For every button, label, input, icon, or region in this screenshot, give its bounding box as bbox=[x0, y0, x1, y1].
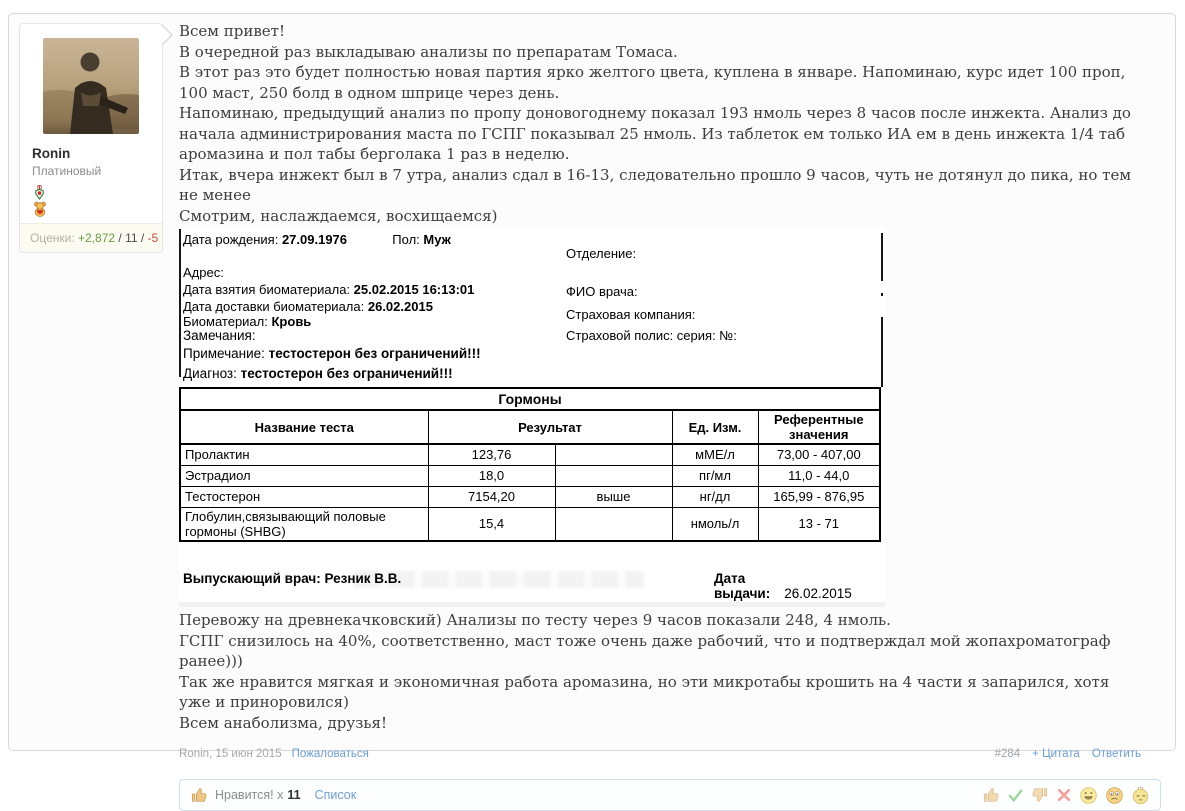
message-body bbox=[179, 21, 1169, 811]
test-unit: мМЕ/л bbox=[672, 444, 758, 465]
cross-icon[interactable] bbox=[1056, 787, 1072, 803]
issue-date: Дата выдачи: 26.02.2015 bbox=[714, 571, 852, 601]
post-paragraph: Напоминаю, предыдущий анализ по пропу доновогоднему показал 193 нмоль через 8 часов после инжекта. Анализ до начала администрирования маста по ГСПГ показывал 25 нмоль. Из таблеток ем только ИА ем в день инжекта 1/4 таб аромазина и пол табы берголака 1 раз в неделю. bbox=[179, 104, 1131, 163]
reply-link[interactable]: Ответить bbox=[1091, 748, 1141, 760]
likes-count: 11 bbox=[287, 788, 301, 802]
test-name: Пролактин bbox=[180, 444, 428, 465]
report-policy-line: Страховой полис: серия: №: bbox=[566, 328, 737, 343]
issuing-doctor: Выпускающий врач: Резник В.В. bbox=[183, 571, 402, 586]
likes-label: Нравится! x bbox=[215, 788, 284, 802]
post-footer bbox=[179, 748, 1169, 760]
forum-post bbox=[8, 13, 1176, 802]
user-card bbox=[19, 23, 163, 253]
test-result: 18,0 bbox=[428, 465, 555, 486]
author-date: Ronin, 15 июн 2015 bbox=[179, 748, 282, 760]
report-note-line: Примечание: тестостерон без ограничений!!! bbox=[183, 346, 481, 361]
test-flag bbox=[555, 465, 672, 486]
test-flag bbox=[555, 507, 672, 541]
col-header-reference: Референтные значения bbox=[758, 410, 880, 444]
likes-list-link[interactable]: Список bbox=[314, 788, 357, 802]
like-bar bbox=[179, 779, 1161, 811]
post-paragraph: В этот раз это будет полностью новая партия ярко желтого цвета, куплена в январе. Напоминаю, курс идет 100 проп, 100 маст, 250 болд в одном шприце через день. bbox=[179, 63, 1126, 102]
post-paragraph: В очередной раз выкладываю анализы по препаратам Томаса. bbox=[179, 42, 678, 61]
scan-edge-line bbox=[881, 293, 883, 296]
annoyed-icon[interactable] bbox=[1131, 786, 1150, 805]
hormones-table bbox=[179, 387, 881, 542]
report-insurance-line: Страховая компания: bbox=[566, 307, 696, 322]
test-name: Тестостерон bbox=[180, 486, 428, 507]
test-reference: 73,00 - 407,00 bbox=[758, 444, 880, 465]
table-row bbox=[180, 507, 880, 541]
sad-icon[interactable] bbox=[1105, 786, 1124, 805]
test-unit: пг/мл bbox=[672, 465, 758, 486]
post-paragraph: Смотрим, наслаждаемся, восхищаемся) bbox=[179, 206, 498, 225]
scan-edge-line bbox=[881, 317, 883, 387]
lab-report-image[interactable] bbox=[179, 227, 885, 607]
post-number-link[interactable]: #284 bbox=[994, 748, 1021, 760]
post-paragraph: ГСПГ снизилось на 40%, соответственно, маст тоже очень даже рабочий, что и подтверждал мой жопахроматограф ранее))) bbox=[179, 631, 1111, 670]
test-name: Глобулин,связывающий половые гормоны (SHBG) bbox=[180, 507, 428, 541]
col-header-unit: Ед. Изм. bbox=[672, 410, 758, 444]
thumbs-up-icon bbox=[190, 786, 208, 804]
rating-positive: +2,872 bbox=[78, 231, 116, 245]
post-paragraph: Всем анаболизма, друзья! bbox=[179, 713, 388, 732]
table-title: Гормоны bbox=[180, 388, 880, 410]
message-text-bottom bbox=[179, 610, 1169, 733]
report-address-line: Адрес: bbox=[183, 265, 224, 280]
ratings-label: Оценки: bbox=[30, 231, 75, 245]
post-paragraph: Так же нравится мягкая и экономичная работа аромазина, но эти микротабы крошить на 4 части я запарился, хотя уже и приноровился) bbox=[179, 672, 1110, 711]
username-link[interactable]: Ronin bbox=[32, 146, 71, 161]
test-flag: выше bbox=[555, 486, 672, 507]
report-delivered-line: Дата доставки биоматериала: 26.02.2015 bbox=[183, 299, 433, 314]
report-remarks-line: Замечания: bbox=[183, 328, 256, 343]
test-result: 15,4 bbox=[428, 507, 555, 541]
table-row bbox=[180, 444, 880, 465]
test-reference: 11,0 - 44,0 bbox=[758, 465, 880, 486]
teddy-bear-badge-icon bbox=[32, 201, 150, 217]
report-doctor-name-line: ФИО врача: bbox=[566, 284, 638, 299]
message-text-top bbox=[179, 21, 1169, 226]
scan-edge-line bbox=[881, 233, 883, 281]
report-biomaterial-line: Биоматериал: Кровь bbox=[183, 314, 312, 329]
message-bubble-arrow-inner bbox=[161, 25, 171, 45]
check-icon[interactable] bbox=[1007, 787, 1024, 804]
test-unit: нг/дл bbox=[672, 486, 758, 507]
test-result: 7154,20 bbox=[428, 486, 555, 507]
test-reference: 13 - 71 bbox=[758, 507, 880, 541]
rating-negative: -5 bbox=[147, 231, 159, 245]
scan-edge-line bbox=[179, 229, 181, 377]
scan-bottom-edge bbox=[179, 602, 885, 607]
post-paragraph: Итак, вчера инжект был в 7 утра, анализ сдал в 16-13, следовательно прошло 9 часов, чуть не дотянул до пика, но тем не менее bbox=[179, 165, 1132, 204]
col-header-test-name: Название теста bbox=[180, 410, 428, 444]
table-row bbox=[180, 486, 880, 507]
table-row bbox=[180, 465, 880, 486]
test-result: 123,76 bbox=[428, 444, 555, 465]
user-badges bbox=[20, 178, 162, 223]
rating-middle: / 11 / bbox=[118, 231, 145, 245]
test-unit: нмоль/л bbox=[672, 507, 758, 541]
user-title: Платиновый bbox=[32, 164, 102, 178]
post-paragraph: Всем привет! bbox=[179, 22, 285, 40]
col-header-result: Результат bbox=[428, 410, 672, 444]
report-post-link[interactable]: Пожаловаться bbox=[291, 748, 369, 760]
thumbs-down-icon[interactable] bbox=[1031, 786, 1049, 804]
quote-link[interactable]: + Цитата bbox=[1032, 748, 1080, 760]
user-info-cell bbox=[19, 23, 163, 253]
report-taken-line: Дата взятия биоматериала: 25.02.2015 16:13:01 bbox=[183, 282, 475, 297]
post-paragraph: Перевожу на древнекачковский) Анализы по тесту через 9 часов показали 248, 4 нмоль. bbox=[179, 611, 891, 629]
user-ratings bbox=[20, 223, 162, 252]
user-text bbox=[20, 134, 162, 178]
report-department-line: Отделение: bbox=[566, 246, 637, 261]
laugh-icon[interactable] bbox=[1079, 786, 1098, 805]
avatar[interactable] bbox=[43, 38, 139, 134]
reaction-buttons bbox=[982, 786, 1150, 805]
test-reference: 165,99 - 876,95 bbox=[758, 486, 880, 507]
medal-badge-icon bbox=[32, 185, 150, 200]
thumbs-up-icon[interactable] bbox=[982, 786, 1000, 804]
test-flag bbox=[555, 444, 672, 465]
test-name: Эстрадиол bbox=[180, 465, 428, 486]
report-birth-line: Дата рождения: 27.09.1976 Пол: Муж bbox=[183, 232, 451, 247]
report-diagnosis-line: Диагноз: тестостерон без ограничений!!! bbox=[183, 366, 453, 381]
